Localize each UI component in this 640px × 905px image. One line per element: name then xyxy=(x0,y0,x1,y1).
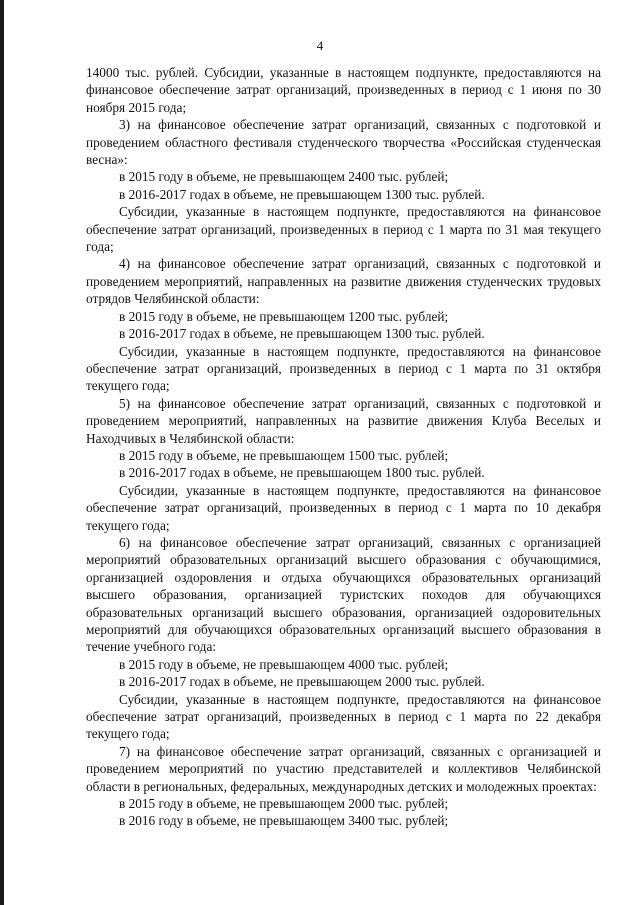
page-number: 4 xyxy=(316,38,324,53)
paragraph: Субсидии, указанные в настоящем подпункте, предоставляются на финансовое обеспечение затрат организаций, произведенных в период с 1 марта по 10 декабря текущего года; xyxy=(86,482,601,533)
paragraph: Субсидии, указанные в настоящем подпункте, предоставляются на финансовое обеспечение затрат организаций, произведенных в период с 1 марта по 31 октября текущего года; xyxy=(86,343,601,394)
paragraph: 3) на финансовое обеспечение затрат организаций, связанных с подготовкой и проведением областного фестиваля студенческого творчества «Российская студенческая весна»: xyxy=(86,117,601,168)
paragraph: в 2016 году в объеме, не превышающем 3400 тыс. рублей; xyxy=(119,813,449,829)
paragraph: в 2016-2017 годах в объеме, не превышающем 1300 тыс. рублей. xyxy=(119,186,485,202)
scan-edge xyxy=(0,0,4,905)
paragraph: в 2015 году в объеме, не превышающем 1500 тыс. рублей; xyxy=(119,447,449,463)
paragraph: Субсидии, указанные в настоящем подпункте, предоставляются на финансовое обеспечение затрат организаций, произведенных в период с 1 марта по 31 мая текущего года; xyxy=(86,204,601,255)
paragraph: 6) на финансовое обеспечение затрат организаций, связанных с организацией мероприятий образовательных организаций высшего образования с обучающимися, организацией оздоровления и отдыха обучающихся образовательных организаций высшего образования, организацией туристских походов для обучающихся образовательных организаций высшего образования, организацией оздоровительных мероприятий для обучающихся образовательных организаций высшего образования в течение учебного года: xyxy=(86,534,601,655)
paragraph: Субсидии, указанные в настоящем подпункте, предоставляются на финансовое обеспечение затрат организаций, произведенных в период с 1 марта по 22 декабря текущего года; xyxy=(86,691,601,742)
paragraph: 4) на финансовое обеспечение затрат организаций, связанных с подготовкой и проведением мероприятий, направленных на развитие движения студенческих трудовых отрядов Челябинской области: xyxy=(86,256,601,307)
paragraph: 14000 тыс. рублей. Субсидии, указанные в настоящем подпункте, предоставляются на финансовое обеспечение затрат организаций, произведенных в период с 1 июня по 30 ноября 2015 года; xyxy=(86,65,601,115)
paragraph: в 2015 году в объеме, не превышающем 4000 тыс. рублей; xyxy=(119,656,449,672)
paragraph: 7) на финансовое обеспечение затрат организаций, связанных с организацией и проведением мероприятий по участию представителей и коллективов Челябинской области в региональных, федеральных, международных детских и молодежных проектах: xyxy=(86,743,601,794)
paragraph: в 2015 году в объеме, не превышающем 2000 тыс. рублей; xyxy=(119,796,449,812)
paragraph: в 2016-2017 годах в объеме, не превышающем 2000 тыс. рублей. xyxy=(119,674,485,690)
paragraph: в 2016-2017 годах в объеме, не превышающем 1800 тыс. рублей. xyxy=(119,465,485,481)
paragraph: 5) на финансовое обеспечение затрат организаций, связанных с подготовкой и проведением мероприятий, направленных на развитие движения Клуба Веселых и Находчивых в Челябинской области: xyxy=(86,395,601,446)
paragraph: в 2015 году в объеме, не превышающем 1200 тыс. рублей; xyxy=(119,308,449,324)
document-body xyxy=(86,64,601,830)
paragraph: в 2016-2017 годах в объеме, не превышающем 1300 тыс. рублей. xyxy=(119,326,485,342)
paragraph: в 2015 году в объеме, не превышающем 2400 тыс. рублей; xyxy=(119,169,449,185)
